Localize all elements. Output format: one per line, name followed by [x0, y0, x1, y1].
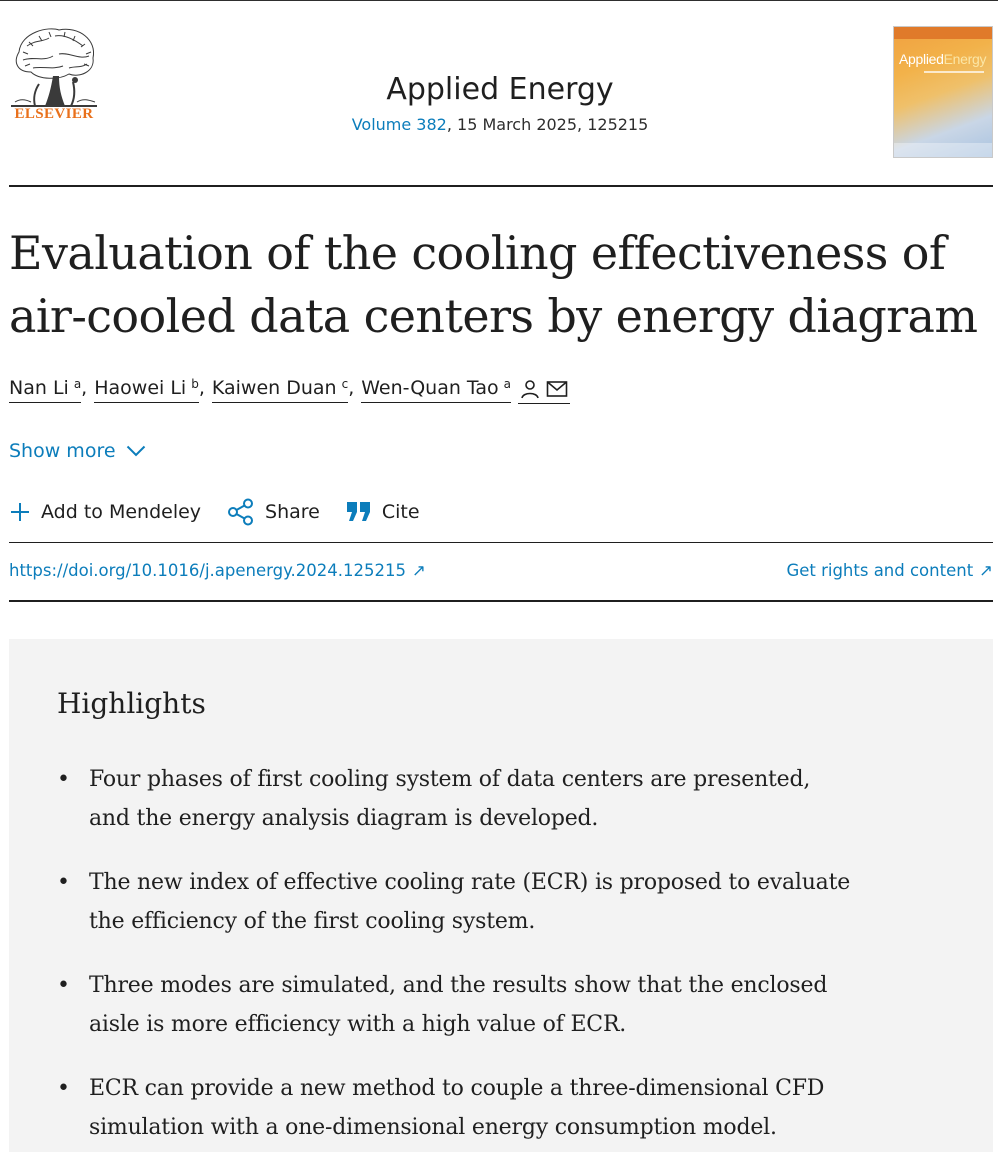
- doi-divider: [9, 600, 993, 602]
- journal-name[interactable]: Applied Energy: [386, 72, 614, 107]
- cite-button[interactable]: [346, 501, 420, 523]
- cite-label: Cite: [381, 501, 420, 523]
- doi-row: [9, 561, 993, 580]
- bullet: •: [57, 767, 70, 792]
- highlight-item: • The new index of effective cooling rate (ECR) is proposed to evaluate the efficiency of the first cooling system.: [57, 863, 857, 941]
- author-separator: ,: [198, 377, 205, 399]
- person-icon: [520, 379, 540, 399]
- highlight-item: • Three modes are simulated, and the results show that the enclosed aisle is more efficiency with a high value of ECR.: [57, 966, 857, 1044]
- masthead-divider: [9, 185, 993, 187]
- journal-cover-thumbnail[interactable]: [893, 26, 993, 158]
- highlights-title: Highlights: [57, 687, 206, 720]
- highlight-item: • ECR can provide a new method to couple a three-dimensional CFD simulation with a one-dimensional energy consumption model.: [57, 1069, 857, 1147]
- article-title: Evaluation of the cooling effectiveness of air-cooled data centers by energy diagram: [9, 226, 978, 343]
- external-arrow-icon: ↗: [411, 561, 426, 580]
- external-arrow-icon: ↗: [979, 561, 993, 580]
- cover-strip: [894, 27, 992, 39]
- envelope-icon: [546, 380, 568, 398]
- rights-link[interactable]: Get rights and content ↗: [786, 561, 993, 580]
- share-icon: [227, 498, 255, 526]
- doi-link[interactable]: https://doi.org/10.1016/j.apenergy.2024.125215 ↗: [9, 561, 426, 580]
- share-button[interactable]: [227, 498, 320, 526]
- quote-icon: [346, 501, 372, 523]
- highlights-panel: [9, 639, 993, 1152]
- bullet: •: [57, 1076, 70, 1101]
- issue-line: [300, 115, 700, 134]
- author-separator: ,: [348, 377, 355, 399]
- publisher-name: ELSEVIER: [14, 106, 94, 122]
- show-more-label: Show more: [9, 440, 116, 462]
- cover-line: [924, 71, 984, 73]
- author-link[interactable]: Kaiwen Duan $^c$: [212, 377, 348, 403]
- volume-link[interactable]: Volume 382: [351, 115, 447, 134]
- plus-icon: [9, 501, 31, 523]
- show-more-toggle[interactable]: [9, 440, 146, 462]
- highlights-list: [57, 760, 857, 1152]
- author-link[interactable]: Haowei Li $^b$: [94, 377, 199, 403]
- bullet: •: [57, 870, 70, 895]
- bullet: •: [57, 973, 70, 998]
- author-list: [9, 377, 570, 409]
- highlight-item: • Four phases of first cooling system of data centers are presented, and the energy analysis diagram is developed.: [57, 760, 857, 838]
- article-actions: [9, 498, 446, 526]
- cover-title: AppliedEnergy: [899, 51, 987, 67]
- share-label: Share: [265, 501, 320, 523]
- top-rule: [0, 0, 998, 1]
- cover-foot: [894, 143, 992, 157]
- actions-divider: [9, 542, 993, 543]
- issue-details: , 15 March 2025, 125215: [446, 115, 649, 134]
- author-link[interactable]: Wen-Quan Tao $^a$: [361, 377, 511, 403]
- mendeley-label: Add to Mendeley: [41, 501, 202, 523]
- journal-header: [300, 72, 700, 134]
- add-to-mendeley-button[interactable]: [9, 501, 201, 523]
- corresponding-author-contact[interactable]: [518, 377, 570, 404]
- author-link[interactable]: Nan Li $^a$: [9, 377, 81, 403]
- chevron-down-icon: [126, 445, 146, 457]
- author-separator: ,: [81, 377, 88, 399]
